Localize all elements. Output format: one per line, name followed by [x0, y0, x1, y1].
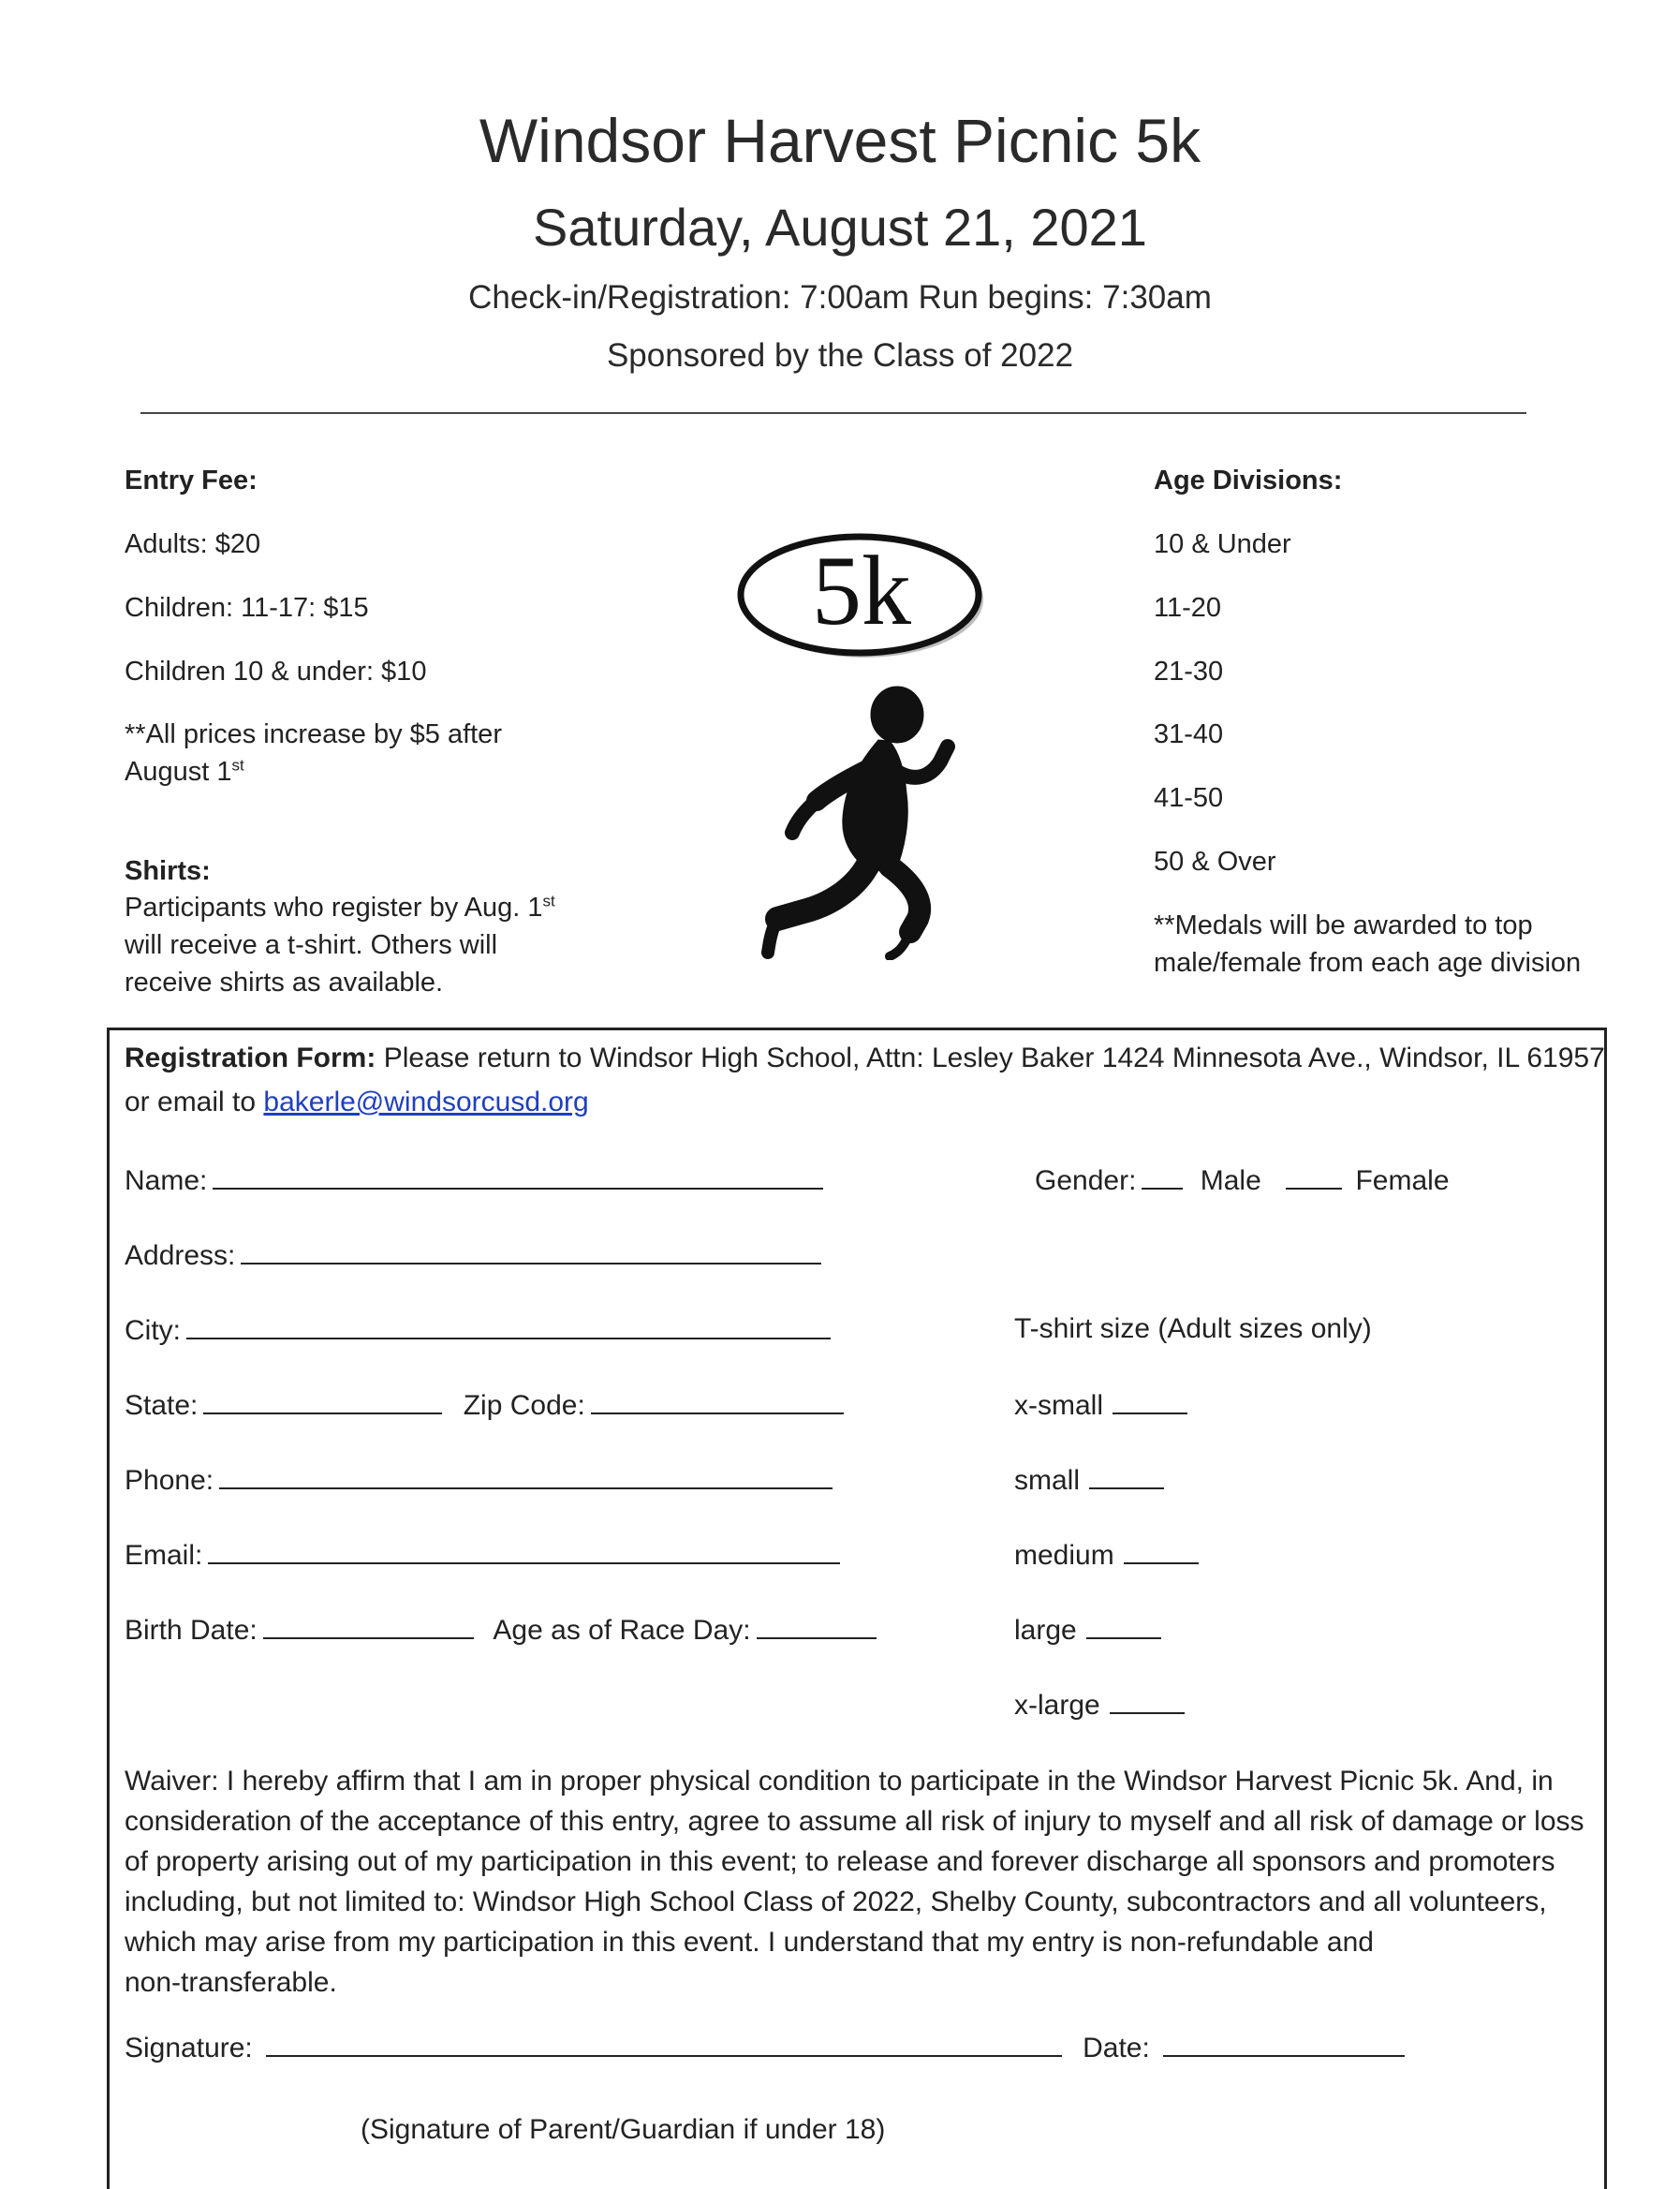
age-label: Age as of Race Day:: [493, 1615, 751, 1646]
signature-date-label: Date:: [1083, 2033, 1150, 2063]
shirts-line2: will receive a t-shirt. Others will: [125, 930, 498, 960]
fee-note-line2: August 1st: [125, 756, 244, 787]
size-medium-blank[interactable]: [1124, 1538, 1199, 1564]
age-field[interactable]: [757, 1613, 877, 1639]
signature-field[interactable]: [266, 2031, 1062, 2057]
email-prefix: or email to: [125, 1087, 257, 1117]
gender-row: [1035, 1163, 1450, 1197]
registration-form: [107, 1028, 1607, 2189]
state-label: State:: [125, 1390, 199, 1421]
city-row: [125, 1313, 831, 1347]
fee-note-line1: **All prices increase by $5 after: [125, 719, 502, 749]
fee-increase-note: [125, 716, 612, 791]
birth-date-label: Birth Date:: [125, 1615, 258, 1646]
5k-badge: [730, 525, 993, 674]
birth-age-row: [125, 1613, 877, 1647]
gender-label: Gender:: [1035, 1165, 1137, 1196]
gender-male-label: Male: [1200, 1165, 1261, 1196]
phone-label: Phone:: [125, 1465, 214, 1496]
email-label: Email:: [125, 1540, 203, 1571]
waiver-line: of property arising out of my participation in this event; to release and forever discharge all sponsors and promoters: [125, 1846, 1555, 1877]
size-medium-row: [1014, 1538, 1199, 1572]
signature-row: [125, 2031, 1405, 2064]
tshirt-heading: T-shirt size (Adult sizes only): [1014, 1313, 1372, 1344]
waiver-line: consideration of the acceptance of this entry, agree to assume all risk of injury to myself and all risk of damage or loss: [125, 1806, 1584, 1837]
size-label: x-large: [1014, 1690, 1100, 1721]
phone-field[interactable]: [219, 1463, 833, 1489]
fee-adults: Adults: $20: [125, 529, 261, 559]
age-division-item: 41-50: [1154, 783, 1224, 813]
age-division-item: 21-30: [1154, 657, 1224, 687]
name-row: [125, 1163, 823, 1197]
name-label: Name:: [125, 1165, 208, 1196]
age-division-item: 11-20: [1154, 593, 1222, 623]
age-divisions-heading: Age Divisions:: [1154, 466, 1343, 495]
birth-date-field[interactable]: [263, 1613, 474, 1639]
size-small-blank[interactable]: [1089, 1463, 1164, 1489]
medals-note-line2: male/female from each age division: [1154, 948, 1582, 978]
shirts-line1: Participants who register by Aug. 1st: [125, 892, 555, 923]
shirts-text: [125, 889, 649, 1001]
event-date: Saturday, August 21, 2021: [533, 198, 1147, 257]
signature-label: Signature:: [125, 2033, 253, 2063]
size-label: large: [1014, 1615, 1077, 1646]
zip-field[interactable]: [591, 1388, 844, 1414]
event-sponsor: Sponsored by the Class of 2022: [606, 337, 1074, 374]
city-field[interactable]: [186, 1313, 831, 1339]
waiver-line: Waiver: I hereby affirm that I am in proper physical condition to participate in the Windsor Harvest Picnic 5k. And, in: [125, 1766, 1554, 1797]
age-division-item: 50 & Over: [1154, 847, 1276, 877]
waiver-line: which may arise from my participation in this event. I understand that my entry is non-refundable and: [125, 1927, 1374, 1958]
form-return-address: Please return to Windsor High School, Attn: Lesley Baker 1424 Minnesota Ave., Windsor, IL 61957: [383, 1043, 1605, 1073]
address-row: [125, 1238, 821, 1272]
size-xsmall-blank[interactable]: [1113, 1388, 1187, 1414]
size-small-row: [1014, 1463, 1164, 1497]
fee-children-10-under: Children 10 & under: $10: [125, 657, 427, 687]
page-title: Windsor Harvest Picnic 5k: [479, 106, 1201, 175]
size-large-blank[interactable]: [1086, 1613, 1161, 1639]
size-label: x-small: [1014, 1390, 1103, 1421]
waiver-text: [125, 1761, 1585, 2003]
state-zip-row: [125, 1388, 844, 1422]
badge-text: 5k: [812, 536, 911, 645]
size-label: small: [1014, 1465, 1081, 1496]
size-xsmall-row: [1014, 1388, 1187, 1422]
city-label: City:: [125, 1315, 181, 1346]
guardian-note: (Signature of Parent/Guardian if under 18): [361, 2114, 886, 2145]
age-division-item: 31-40: [1154, 719, 1224, 749]
size-xlarge-blank[interactable]: [1110, 1688, 1185, 1714]
state-field[interactable]: [203, 1388, 442, 1414]
medals-note-line1: **Medals will be awarded to top: [1154, 910, 1533, 940]
header-divider: [140, 412, 1526, 414]
medals-note: [1154, 907, 1641, 982]
email-field[interactable]: [208, 1538, 840, 1564]
event-times: Check-in/Registration: 7:00am Run begins: 7:30am: [468, 279, 1212, 316]
name-field[interactable]: [213, 1163, 823, 1190]
zip-label: Zip Code:: [463, 1390, 585, 1421]
contact-email-link[interactable]: bakerle@windsorcusd.org: [263, 1087, 589, 1117]
size-large-row: [1014, 1613, 1161, 1647]
shirts-line3: receive shirts as available.: [125, 968, 444, 998]
phone-row: [125, 1463, 833, 1497]
gender-female-blank[interactable]: [1286, 1163, 1342, 1190]
signature-date-field[interactable]: [1163, 2031, 1405, 2057]
age-division-item: 10 & Under: [1154, 529, 1291, 559]
shirts-heading: Shirts:: [125, 856, 211, 886]
runner-silhouette-icon: [740, 679, 974, 960]
address-label: Address:: [125, 1240, 236, 1271]
gender-female-label: Female: [1355, 1165, 1450, 1196]
size-label: medium: [1014, 1540, 1114, 1571]
size-xlarge-row: [1014, 1688, 1185, 1722]
waiver-line: including, but not limited to: Windsor High School Class of 2022, Shelby County, subcontractors and all volunteers,: [125, 1886, 1547, 1917]
waiver-line: non-transferable.: [125, 1967, 337, 1998]
form-email-line: [125, 1087, 589, 1118]
form-heading: Registration Form:: [125, 1043, 376, 1073]
entry-fee-heading: Entry Fee:: [125, 466, 258, 495]
gender-male-blank[interactable]: [1142, 1163, 1183, 1190]
email-row: [125, 1538, 840, 1572]
fee-children-11-17: Children: 11-17: $15: [125, 593, 369, 623]
address-field[interactable]: [241, 1238, 821, 1265]
form-instructions: [125, 1043, 1605, 1074]
